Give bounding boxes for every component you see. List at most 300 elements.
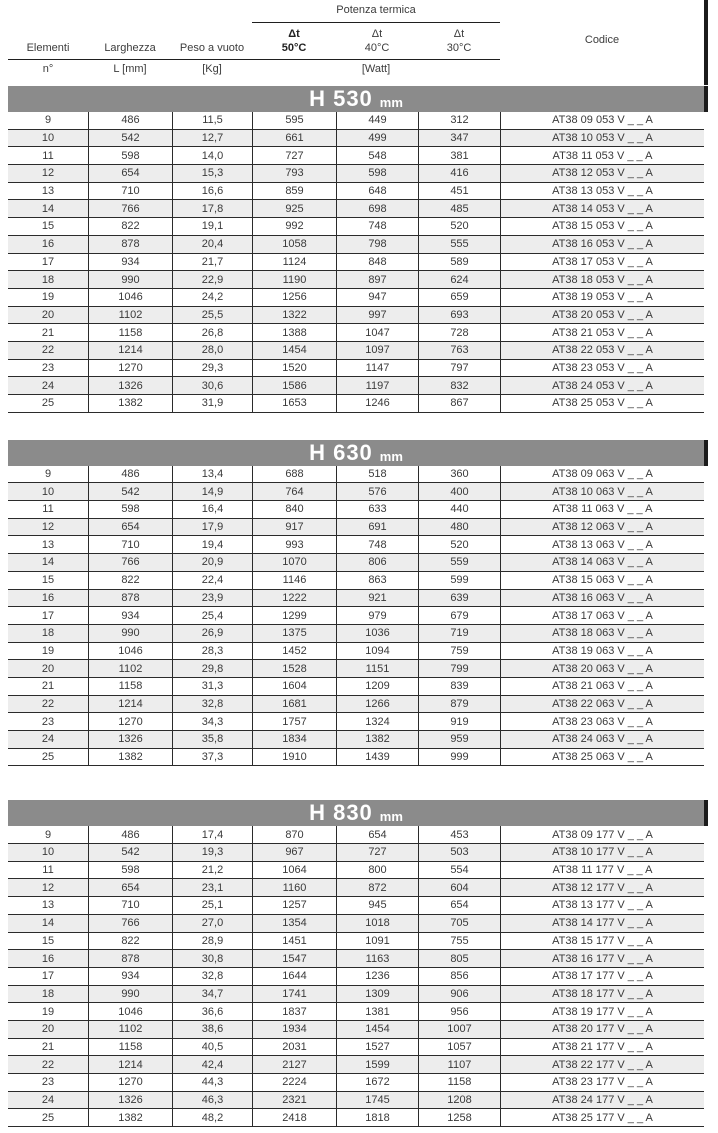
table-row: [8, 218, 704, 236]
cell-watt-30: 832: [418, 377, 500, 394]
cell-watt-30: 959: [418, 731, 500, 748]
cell-elementi: 24: [41, 1094, 55, 1107]
cell-watt-30: 867: [418, 395, 500, 412]
table-row: [8, 678, 704, 696]
cell-elementi: 25: [41, 1111, 55, 1124]
cell-watt-50: 1190: [252, 271, 336, 288]
cell-watt-40: 897: [336, 271, 418, 288]
cell-elementi: 11: [42, 149, 54, 162]
section-body: [8, 112, 704, 413]
cell-watt-30: 919: [418, 713, 500, 730]
cell-watt-30: 453: [418, 826, 500, 843]
cell-peso: 48,2: [172, 1109, 252, 1126]
cell-codice: AT38 20 053 V _ _ A: [500, 307, 704, 324]
cell-watt-40: 1091: [336, 933, 418, 950]
table-row: [8, 360, 704, 378]
table-row: [8, 862, 704, 880]
cell-larghezza: 598: [88, 862, 172, 879]
cell-peso: 17,9: [172, 519, 252, 536]
cell-codice: AT38 14 177 V _ _ A: [500, 915, 704, 932]
cell-watt-40: 806: [336, 554, 418, 571]
cell-watt-50: 1375: [252, 625, 336, 642]
section-height-band: [8, 440, 708, 466]
cell-elementi: 18: [41, 273, 55, 286]
cell-codice: AT38 19 177 V _ _ A: [500, 1003, 704, 1020]
cell-watt-40: 1236: [336, 968, 418, 985]
section-body: [8, 466, 704, 767]
cell-larghezza: 878: [88, 950, 172, 967]
section-title: H 530: [309, 86, 373, 111]
table-row: [8, 147, 704, 165]
section-unit: mm: [379, 95, 403, 110]
cell-elementi: 10: [41, 132, 55, 145]
cell-peso: 29,3: [172, 360, 252, 377]
cell-larghezza: 934: [88, 254, 172, 271]
cell-codice: AT38 21 177 V _ _ A: [500, 1039, 704, 1056]
cell-elementi: 16: [41, 952, 55, 965]
cell-watt-30: 400: [418, 483, 500, 500]
cell-watt-30: 589: [418, 254, 500, 271]
cell-watt-40: 1197: [336, 377, 418, 394]
cell-larghezza: 654: [88, 519, 172, 536]
table-row: [8, 395, 704, 413]
table-row: [8, 483, 704, 501]
cell-watt-30: 755: [418, 933, 500, 950]
height-section: [0, 86, 718, 413]
cell-codice: AT38 21 053 V _ _ A: [500, 324, 704, 341]
cell-larghezza: 1214: [88, 1056, 172, 1073]
table-row: [8, 342, 704, 360]
cell-watt-30: 799: [418, 660, 500, 677]
cell-watt-50: 1547: [252, 950, 336, 967]
cell-codice: AT38 25 053 V _ _ A: [500, 395, 704, 412]
cell-peso: 25,5: [172, 307, 252, 324]
cell-codice: AT38 13 177 V _ _ A: [500, 897, 704, 914]
cell-larghezza: 1382: [88, 1109, 172, 1126]
cell-watt-40: 1454: [336, 1021, 418, 1038]
cell-peso: 37,3: [172, 749, 252, 766]
cell-codice: AT38 25 063 V _ _ A: [500, 749, 704, 766]
cell-watt-50: 870: [252, 826, 336, 843]
cell-watt-50: 661: [252, 130, 336, 147]
cell-watt-30: 312: [418, 112, 500, 129]
cell-peso: 19,4: [172, 536, 252, 553]
cell-larghezza: 1326: [88, 377, 172, 394]
cell-larghezza: 822: [88, 572, 172, 589]
cell-watt-40: 1036: [336, 625, 418, 642]
cell-larghezza: 1046: [88, 289, 172, 306]
cell-elementi: 14: [41, 202, 55, 215]
cell-peso: 14,9: [172, 483, 252, 500]
sections-container: [0, 86, 718, 1127]
cell-watt-40: 691: [336, 519, 418, 536]
dt50-symbol: Δt: [288, 28, 300, 40]
cell-codice: AT38 13 053 V _ _ A: [500, 183, 704, 200]
cell-peso: 34,7: [172, 986, 252, 1003]
dt40-symbol: Δt: [371, 28, 383, 40]
cell-watt-30: 1057: [418, 1039, 500, 1056]
cell-watt-50: 1070: [252, 554, 336, 571]
cell-larghezza: 1270: [88, 360, 172, 377]
cell-watt-50: 1454: [252, 342, 336, 359]
cell-watt-50: 1160: [252, 879, 336, 896]
table-row: [8, 183, 704, 201]
cell-peso: 29,8: [172, 660, 252, 677]
cell-watt-40: 748: [336, 218, 418, 235]
potenza-termica-label: Potenza termica: [336, 4, 416, 16]
cell-elementi: 22: [41, 344, 55, 357]
table-row: [8, 643, 704, 661]
table-row: [8, 590, 704, 608]
cell-elementi: 11: [42, 864, 54, 877]
dt30-temp: 30°C: [446, 42, 472, 54]
cell-peso: 24,2: [172, 289, 252, 306]
cell-watt-40: 449: [336, 112, 418, 129]
cell-larghezza: 486: [88, 466, 172, 483]
cell-codice: AT38 18 053 V _ _ A: [500, 271, 704, 288]
codice-header: Codice: [584, 34, 620, 46]
cell-elementi: 20: [41, 662, 55, 675]
cell-watt-50: 1934: [252, 1021, 336, 1038]
cell-elementi: 24: [41, 733, 55, 746]
cell-codice: AT38 09 053 V _ _ A: [500, 112, 704, 129]
cell-watt-50: 840: [252, 501, 336, 518]
cell-watt-40: 1309: [336, 986, 418, 1003]
dt50-temp: 50°C: [281, 42, 307, 54]
cell-watt-50: 859: [252, 183, 336, 200]
cell-watt-50: 793: [252, 165, 336, 182]
section-height-band: [8, 800, 708, 826]
cell-codice: AT38 12 177 V _ _ A: [500, 879, 704, 896]
cell-codice: AT38 24 177 V _ _ A: [500, 1092, 704, 1109]
table-row: [8, 731, 704, 749]
cell-peso: 26,8: [172, 324, 252, 341]
cell-larghezza: 710: [88, 183, 172, 200]
cell-larghezza: 766: [88, 200, 172, 217]
section-title: H 830: [309, 800, 373, 826]
cell-watt-40: 576: [336, 483, 418, 500]
cell-larghezza: 766: [88, 554, 172, 571]
cell-watt-50: 1834: [252, 731, 336, 748]
cell-watt-40: 1745: [336, 1092, 418, 1109]
peso-header: Peso a vuoto: [179, 42, 245, 54]
cell-watt-30: 559: [418, 554, 500, 571]
cell-watt-30: 805: [418, 950, 500, 967]
cell-watt-50: 727: [252, 147, 336, 164]
cell-elementi: 20: [41, 308, 55, 321]
cell-codice: AT38 19 063 V _ _ A: [500, 643, 704, 660]
cell-peso: 16,4: [172, 501, 252, 518]
cell-larghezza: 486: [88, 112, 172, 129]
cell-watt-30: 604: [418, 879, 500, 896]
cell-watt-40: 1382: [336, 731, 418, 748]
table-row: [8, 324, 704, 342]
cell-watt-50: 764: [252, 483, 336, 500]
cell-elementi: 23: [41, 361, 55, 374]
cell-watt-30: 554: [418, 862, 500, 879]
cell-watt-50: 992: [252, 218, 336, 235]
cell-peso: 27,0: [172, 915, 252, 932]
cell-peso: 22,9: [172, 271, 252, 288]
table-row: [8, 1021, 704, 1039]
cell-watt-50: 1644: [252, 968, 336, 985]
cell-elementi: 19: [41, 291, 55, 304]
cell-elementi: 13: [41, 899, 55, 912]
cell-watt-30: 956: [418, 1003, 500, 1020]
cell-larghezza: 990: [88, 986, 172, 1003]
cell-watt-40: 1151: [336, 660, 418, 677]
cell-elementi: 11: [42, 503, 54, 516]
cell-codice: AT38 20 177 V _ _ A: [500, 1021, 704, 1038]
cell-larghezza: 822: [88, 933, 172, 950]
cell-peso: 28,9: [172, 933, 252, 950]
table-row: [8, 607, 704, 625]
cell-peso: 38,6: [172, 1021, 252, 1038]
cell-watt-30: 451: [418, 183, 500, 200]
cell-peso: 15,3: [172, 165, 252, 182]
cell-watt-50: 1222: [252, 590, 336, 607]
cell-watt-40: 518: [336, 466, 418, 483]
cell-codice: AT38 25 177 V _ _ A: [500, 1109, 704, 1126]
cell-watt-40: 1047: [336, 324, 418, 341]
cell-peso: 32,8: [172, 696, 252, 713]
cell-peso: 19,1: [172, 218, 252, 235]
cell-watt-50: 1604: [252, 678, 336, 695]
cell-watt-40: 1818: [336, 1109, 418, 1126]
section-height-band: [8, 86, 708, 112]
cell-codice: AT38 14 063 V _ _ A: [500, 554, 704, 571]
cell-watt-40: 979: [336, 607, 418, 624]
cell-larghezza: 598: [88, 501, 172, 518]
cell-codice: AT38 16 177 V _ _ A: [500, 950, 704, 967]
cell-watt-40: 1097: [336, 342, 418, 359]
cell-larghezza: 1158: [88, 678, 172, 695]
cell-codice: AT38 23 063 V _ _ A: [500, 713, 704, 730]
cell-watt-50: 1586: [252, 377, 336, 394]
cell-watt-30: 719: [418, 625, 500, 642]
cell-elementi: 9: [44, 468, 52, 481]
cell-watt-40: 848: [336, 254, 418, 271]
table-row: [8, 713, 704, 731]
cell-larghezza: 1326: [88, 731, 172, 748]
cell-codice: AT38 18 177 V _ _ A: [500, 986, 704, 1003]
cell-elementi: 20: [41, 1023, 55, 1036]
unit-n: n°: [42, 63, 54, 75]
cell-larghezza: 1158: [88, 324, 172, 341]
cell-elementi: 10: [41, 846, 55, 859]
cell-peso: 11,5: [172, 112, 252, 129]
cell-elementi: 9: [44, 828, 52, 841]
cell-larghezza: 1102: [88, 660, 172, 677]
cell-watt-40: 633: [336, 501, 418, 518]
table-row: [8, 844, 704, 862]
cell-watt-30: 485: [418, 200, 500, 217]
cell-peso: 28,0: [172, 342, 252, 359]
cell-codice: AT38 15 053 V _ _ A: [500, 218, 704, 235]
cell-watt-50: 688: [252, 466, 336, 483]
cell-elementi: 15: [41, 934, 55, 947]
cell-watt-30: 999: [418, 749, 500, 766]
cell-peso: 31,9: [172, 395, 252, 412]
cell-watt-40: 1209: [336, 678, 418, 695]
cell-larghezza: 1326: [88, 1092, 172, 1109]
cell-watt-40: 1266: [336, 696, 418, 713]
table-header: [0, 0, 718, 85]
cell-larghezza: 1214: [88, 342, 172, 359]
cell-watt-40: 921: [336, 590, 418, 607]
cell-watt-30: 1208: [418, 1092, 500, 1109]
table-row: [8, 1109, 704, 1127]
cell-watt-40: 1439: [336, 749, 418, 766]
cell-watt-40: 748: [336, 536, 418, 553]
cell-codice: AT38 11 063 V _ _ A: [500, 501, 704, 518]
table-row: [8, 933, 704, 951]
cell-watt-40: 863: [336, 572, 418, 589]
cell-codice: AT38 18 063 V _ _ A: [500, 625, 704, 642]
cell-watt-50: 2418: [252, 1109, 336, 1126]
cell-watt-30: 599: [418, 572, 500, 589]
cell-larghezza: 542: [88, 844, 172, 861]
cell-watt-30: 856: [418, 968, 500, 985]
cell-watt-30: 480: [418, 519, 500, 536]
cell-peso: 21,2: [172, 862, 252, 879]
cell-codice: AT38 17 063 V _ _ A: [500, 607, 704, 624]
cell-elementi: 21: [41, 326, 55, 339]
cell-larghezza: 1158: [88, 1039, 172, 1056]
cell-peso: 23,9: [172, 590, 252, 607]
cell-watt-30: 1007: [418, 1021, 500, 1038]
cell-watt-40: 598: [336, 165, 418, 182]
table-row: [8, 826, 704, 844]
cell-watt-50: 1257: [252, 897, 336, 914]
table-row: [8, 289, 704, 307]
cell-elementi: 17: [41, 255, 55, 268]
cell-peso: 16,6: [172, 183, 252, 200]
table-row: [8, 501, 704, 519]
cell-watt-40: 548: [336, 147, 418, 164]
cell-elementi: 24: [41, 379, 55, 392]
table-row: [8, 377, 704, 395]
table-row: [8, 986, 704, 1004]
cell-codice: AT38 10 177 V _ _ A: [500, 844, 704, 861]
cell-peso: 23,1: [172, 879, 252, 896]
cell-watt-50: 925: [252, 200, 336, 217]
table-row: [8, 572, 704, 590]
cell-peso: 20,9: [172, 554, 252, 571]
table-row: [8, 271, 704, 289]
cell-watt-30: 1107: [418, 1056, 500, 1073]
cell-peso: 40,5: [172, 1039, 252, 1056]
cell-elementi: 12: [41, 521, 55, 534]
cell-elementi: 14: [41, 556, 55, 569]
header-underline: [8, 59, 500, 60]
cell-larghezza: 1270: [88, 713, 172, 730]
cell-peso: 44,3: [172, 1074, 252, 1091]
cell-elementi: 17: [41, 970, 55, 983]
cell-watt-40: 499: [336, 130, 418, 147]
cell-elementi: 12: [41, 881, 55, 894]
right-edge-rule: [704, 0, 708, 85]
cell-elementi: 25: [41, 397, 55, 410]
cell-watt-40: 1672: [336, 1074, 418, 1091]
cell-peso: 12,7: [172, 130, 252, 147]
cell-peso: 21,7: [172, 254, 252, 271]
cell-watt-40: 1246: [336, 395, 418, 412]
cell-watt-50: 1124: [252, 254, 336, 271]
cell-codice: AT38 24 063 V _ _ A: [500, 731, 704, 748]
cell-codice: AT38 16 053 V _ _ A: [500, 236, 704, 253]
cell-watt-30: 705: [418, 915, 500, 932]
cell-watt-50: 1354: [252, 915, 336, 932]
cell-larghezza: 710: [88, 536, 172, 553]
cell-watt-40: 1381: [336, 1003, 418, 1020]
cell-watt-50: 1064: [252, 862, 336, 879]
cell-watt-50: 1837: [252, 1003, 336, 1020]
cell-watt-50: 967: [252, 844, 336, 861]
cell-peso: 17,8: [172, 200, 252, 217]
cell-watt-50: 1451: [252, 933, 336, 950]
elementi-header: Elementi: [26, 42, 70, 54]
cell-elementi: 17: [41, 609, 55, 622]
cell-elementi: 19: [41, 644, 55, 657]
cell-codice: AT38 09 177 V _ _ A: [500, 826, 704, 843]
section-unit: mm: [379, 809, 403, 825]
cell-watt-40: 1527: [336, 1039, 418, 1056]
cell-codice: AT38 09 063 V _ _ A: [500, 466, 704, 483]
cell-codice: AT38 20 063 V _ _ A: [500, 660, 704, 677]
cell-watt-30: 639: [418, 590, 500, 607]
cell-larghezza: 598: [88, 147, 172, 164]
cell-codice: AT38 14 053 V _ _ A: [500, 200, 704, 217]
cell-elementi: 25: [41, 751, 55, 764]
potenza-termica-underline: [252, 22, 500, 23]
cell-watt-50: 595: [252, 112, 336, 129]
cell-elementi: 15: [41, 574, 55, 587]
table-row: [8, 696, 704, 714]
cell-peso: 30,6: [172, 377, 252, 394]
table-row: [8, 536, 704, 554]
cell-larghezza: 710: [88, 897, 172, 914]
height-section: [0, 440, 718, 767]
cell-elementi: 10: [41, 485, 55, 498]
cell-peso: 32,8: [172, 968, 252, 985]
cell-watt-30: 759: [418, 643, 500, 660]
cell-watt-50: 1388: [252, 324, 336, 341]
cell-watt-30: 906: [418, 986, 500, 1003]
cell-watt-50: 1910: [252, 749, 336, 766]
cell-watt-30: 416: [418, 165, 500, 182]
cell-peso: 13,4: [172, 466, 252, 483]
section-body: [8, 826, 704, 1127]
cell-watt-50: 1528: [252, 660, 336, 677]
cell-elementi: 13: [41, 538, 55, 551]
cell-watt-30: 440: [418, 501, 500, 518]
unit-kg: [Kg]: [202, 63, 222, 75]
cell-watt-40: 947: [336, 289, 418, 306]
table-row: [8, 915, 704, 933]
cell-larghezza: 766: [88, 915, 172, 932]
table-row: [8, 112, 704, 130]
cell-watt-30: 360: [418, 466, 500, 483]
cell-codice: AT38 15 063 V _ _ A: [500, 572, 704, 589]
cell-peso: 28,3: [172, 643, 252, 660]
cell-larghezza: 878: [88, 590, 172, 607]
cell-peso: 46,3: [172, 1092, 252, 1109]
cell-codice: AT38 23 053 V _ _ A: [500, 360, 704, 377]
cell-elementi: 18: [41, 987, 55, 1000]
table-row: [8, 1039, 704, 1057]
cell-watt-50: 1058: [252, 236, 336, 253]
